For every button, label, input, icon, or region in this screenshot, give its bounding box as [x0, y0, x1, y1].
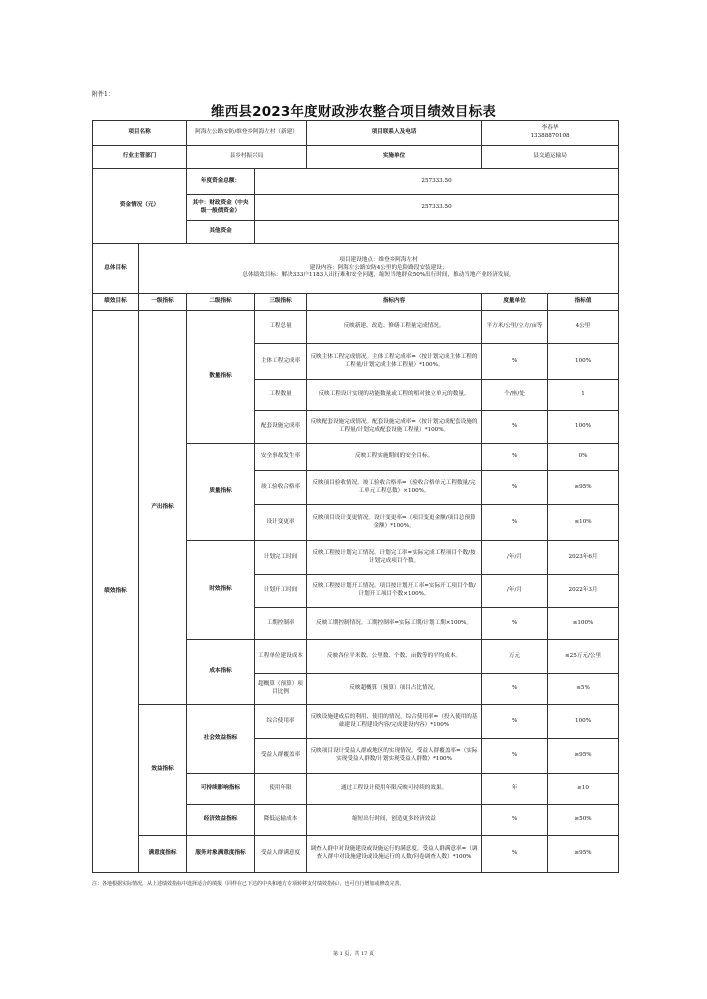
funds-label: 资金情况（元）	[93, 169, 187, 244]
indicator-name: 工程单位建设成本	[255, 640, 307, 674]
table-note: 注：各地根据实际情况，从上述绩效指标中选择适合的填报（同样在已下达的中央和地方专项转移支付绩效指标），也可自行增加或修改完善。	[92, 881, 405, 887]
indicator-unit: %	[482, 344, 548, 380]
indicator-name: 安全事故发生率	[255, 444, 307, 471]
indicator-unit: %	[482, 444, 548, 471]
project-name-label: 项目名称	[93, 121, 187, 146]
indicator-name: 配套设施完成率	[255, 411, 307, 444]
indicator-value: ≤100%	[548, 608, 619, 640]
indicator-value: ≥50%	[548, 805, 619, 836]
indicator-content: 反映各位平米数、公里数、个数、亩数等的平均成本。	[307, 640, 482, 674]
quality-indicators-label: 质量指标	[187, 444, 255, 541]
output-indicators-label: 产出指标	[139, 311, 187, 705]
industry-label: 行业主管部门	[93, 146, 187, 169]
indicator-value: ≥95%	[548, 836, 619, 873]
indicator-content: 反映项目设计变更情况。设计变更率=（项目变更金额/项目总预算金额）*100%。	[307, 505, 482, 541]
central-funds-value: 257333.50	[255, 195, 619, 221]
indicator-value: ≤10%	[548, 505, 619, 541]
indicator-content: 调查人群中对设施建设或设施运行的满意度。受益人群满意率=（调查人群中对设施建设或设施运行的人数/问卷调查人数）*100%	[307, 836, 482, 873]
indicator-content: 反映项目验收情况。竣工验收合格率=（验收合格单元工程数量/完工单元工程总数）×100%。	[307, 471, 482, 505]
page-title: 维西县2023年度财政涉农整合项目绩效目标表	[211, 104, 496, 120]
contact-phone: 13388870108	[530, 133, 570, 139]
header-content: 指标内容	[307, 294, 482, 311]
overall-goal-label: 总体目标	[93, 244, 139, 294]
indicator-unit: 个/座/处	[482, 380, 548, 411]
indicator-value: 1	[548, 380, 619, 411]
indicator-value: ≥10	[548, 774, 619, 805]
indicator-unit: %	[482, 705, 548, 739]
indicator-content: 缩短出行时间，创造更多经济效益	[307, 805, 482, 836]
economic-benefit-label: 经济效益指标	[187, 805, 255, 836]
quantity-indicators-label: 数量指标	[187, 311, 255, 444]
indicator-unit: %	[482, 739, 548, 774]
attachment-label: 附件1：	[92, 91, 114, 98]
indicator-content: 反映工程实施期间的安全目标。	[307, 444, 482, 471]
indicator-value: ≥95%	[548, 739, 619, 774]
indicator-unit: 万元	[482, 640, 548, 674]
header-level1: 一级指标	[139, 294, 187, 311]
overall-goal-content	[139, 244, 619, 294]
perf-indicators-label: 绩效指标	[93, 311, 139, 873]
indicator-name: 竣工验收合格率	[255, 471, 307, 505]
indicator-content: 反映工程按计划完工情况。计划完工率=实际完成工程项目个数/按计划完成项目个数。	[307, 541, 482, 575]
cost-indicators-label: 成本指标	[187, 640, 255, 705]
other-funds-label: 其他资金	[187, 221, 255, 244]
indicator-unit: %	[482, 411, 548, 444]
indicator-unit: 平方米/公里/立方/亩等	[482, 311, 548, 344]
indicator-content: 反映工程按计划开工情况。项目按计划开工率=实际开工项目个数/计划开工项目个数×100%。	[307, 575, 482, 608]
indicator-unit: /年/月	[482, 575, 548, 608]
header-perf-goal: 绩效目标	[93, 294, 139, 311]
indicator-content: 通过工程设计使用年限反映可持续的效果。	[307, 774, 482, 805]
goal-line: 项目建设地点：维登乡阿海左村	[339, 257, 418, 264]
indicator-unit: %	[482, 505, 548, 541]
indicator-unit: %	[482, 805, 548, 836]
indicator-name: 超概算（预算）项目比例	[255, 674, 307, 705]
header-level3: 三级指标	[255, 294, 307, 311]
indicator-value: 100%	[548, 411, 619, 444]
annual-funds-value: 257333.50	[255, 169, 619, 195]
indicator-name: 工期控制率	[255, 608, 307, 640]
indicator-value: 4公里	[548, 311, 619, 344]
satisfaction-indicators-label: 满意度指标	[139, 836, 187, 873]
contact-name: 李春华	[541, 125, 559, 132]
indicator-unit: %	[482, 471, 548, 505]
goal-line: 建设内容：阿海左公路安防4公里的危险路段安装建设；	[309, 264, 448, 271]
indicator-name: 降低运输成本	[255, 805, 307, 836]
indicator-value: ≤25万元/公里	[548, 640, 619, 674]
indicator-value: 2023年6月	[548, 541, 619, 575]
indicator-name: 工程数量	[255, 380, 307, 411]
header-value: 指标值	[548, 294, 619, 311]
indicator-unit: /年/月	[482, 541, 548, 575]
sustainability-label: 可持续影响指标	[187, 774, 255, 805]
indicator-name: 使用年限	[255, 774, 307, 805]
indicator-content: 反映项目设计受益人群或地区的实现情况。受益人群覆盖率=（实际实现受益人群数/计划实现受益人群数）*100%	[307, 739, 482, 774]
indicator-name: 受益人群覆盖率	[255, 739, 307, 774]
impl-value: 县交通运输局	[482, 146, 619, 169]
indicator-unit: %	[482, 836, 548, 873]
indicator-unit: 年	[482, 774, 548, 805]
header-unit: 度量单位	[482, 294, 548, 311]
indicator-name: 计划完工时间	[255, 541, 307, 575]
timeliness-indicators-label: 时效指标	[187, 541, 255, 640]
indicator-name: 设计变更率	[255, 505, 307, 541]
indicator-content: 反映工程设计实现的功能数量或工程的相对独立单元的数量。	[307, 380, 482, 411]
indicator-content: 反映设施建成后的利用、使用的情况。综合使用率=（投入使用的基础建设工程建设内容/完成建设内容）*100%	[307, 705, 482, 739]
service-satisfaction-label: 服务对象满意度指标	[187, 836, 255, 873]
indicator-value: 100%	[548, 705, 619, 739]
annual-funds-label: 年度资金总额：	[187, 169, 255, 195]
indicator-unit: %	[482, 608, 548, 640]
indicator-content: 反映主体工程完成情况。主体工程完成率=（按计划完成主体工程的工程量/计划完成主体工程量）*100%。	[307, 344, 482, 380]
indicator-value: ≥95%	[548, 471, 619, 505]
project-name-value: 阿海左公路安防/维登乡阿海左村（新建）	[187, 121, 307, 146]
industry-value: 县乡村振兴局	[187, 146, 307, 169]
indicator-name: 计划开工时间	[255, 575, 307, 608]
indicator-value: ≤5%	[548, 674, 619, 705]
contact-value	[482, 121, 619, 146]
indicator-name: 工程总量	[255, 311, 307, 344]
other-funds-value	[255, 221, 619, 244]
indicator-value: 100%	[548, 344, 619, 380]
goal-line: 总体绩效目标：解决333户1183人出行难和安全问题，缩短当地群众50%出行时间，推动当地产业经济发展。	[242, 272, 515, 279]
indicator-content: 反映超概算（预算）项目占比情况。	[307, 674, 482, 705]
indicator-value: 0%	[548, 444, 619, 471]
indicator-name: 主体工程完成率	[255, 344, 307, 380]
indicator-unit: %	[482, 674, 548, 705]
indicator-value: 2022年3月	[548, 575, 619, 608]
header-level2: 二级指标	[187, 294, 255, 311]
impl-label: 实施单位	[307, 146, 482, 169]
central-funds-label: 其中：财政资金（中央级一般债资金）	[187, 195, 255, 221]
indicator-content: 反映配套设施完成情况。配套设施完成率=（按计划完成配套设施的工程量/计划完成配套设施工程量）*100%。	[307, 411, 482, 444]
social-benefit-label: 社会效益指标	[187, 705, 255, 774]
performance-table	[92, 120, 619, 873]
indicator-name: 综合使用率	[255, 705, 307, 739]
contact-label: 项目联系人及电话	[307, 121, 482, 146]
indicator-content: 反映工期控制情况。工期控制率=实际工期/计划工期×100%。	[307, 608, 482, 640]
page-number: 第 1 页，共 17 页	[333, 951, 374, 957]
indicator-content: 反映新建、改造、修缮工程量完成情况。	[307, 311, 482, 344]
indicator-name: 受益人群满意度	[255, 836, 307, 873]
benefit-indicators-label: 效益指标	[139, 705, 187, 836]
